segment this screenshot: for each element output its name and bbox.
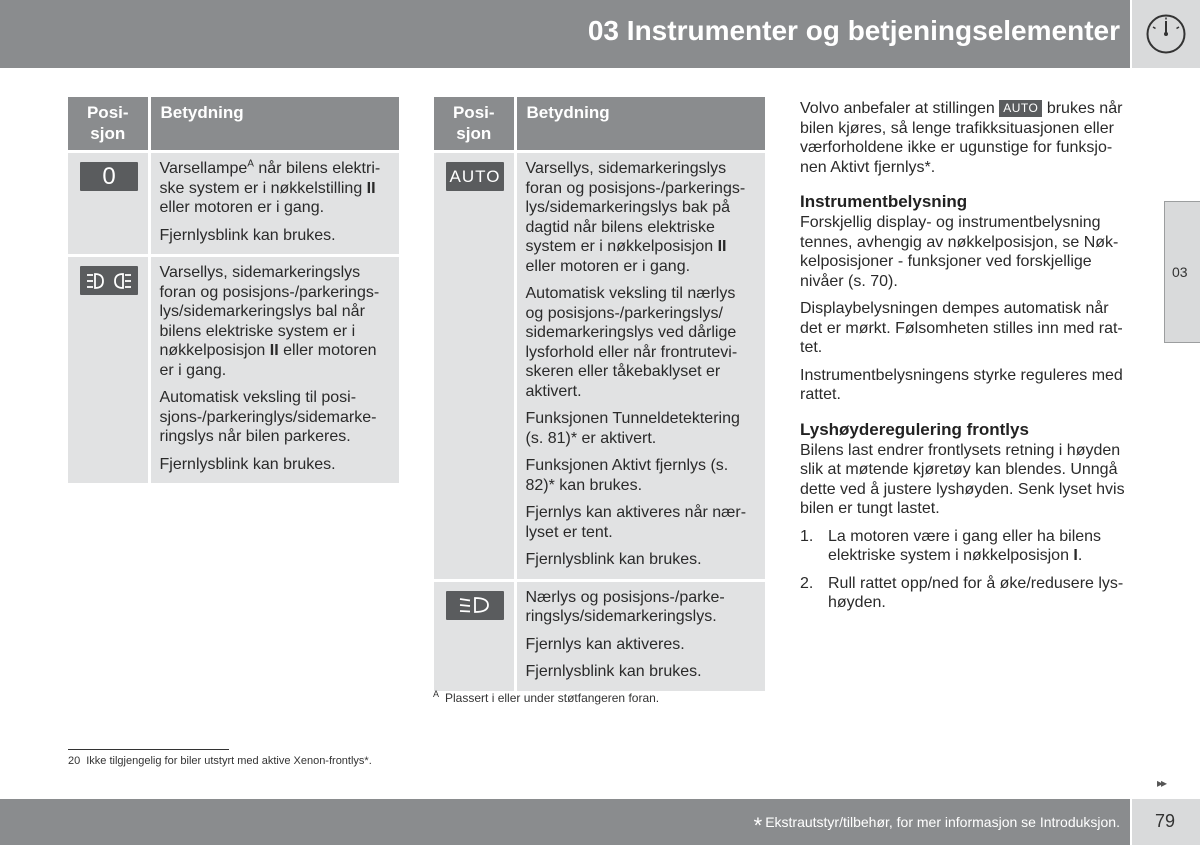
list-item: 2. Rull rattet opp/ned for å øke/redusere lys-høyden.: [800, 574, 1124, 611]
heading-headlight-leveling: Lyshøyderegulering frontlys: [800, 419, 1029, 439]
column-header-position: Posi- sjon: [434, 97, 515, 152]
column-header-position: Posi- sjon: [68, 97, 149, 152]
auto-badge: AUTO: [999, 100, 1042, 117]
next-page-arrows-icon[interactable]: ▸▸: [1157, 776, 1166, 790]
position-0-icon: 0: [80, 162, 138, 191]
intro-paragraph: Volvo anbefaler at stillingen AUTO brukes når bilen kjøres, så lenge trafikksituasjonen eller værforholdene ikke er ugunstige for funksjo-nen Aktivt fjernlys*.: [800, 100, 1123, 176]
table-row: Varsellys, sidemarkeringslys foran og posisjons-/parkerings-lys/sidemarkeringslys bal når bilens elektriske system er i nøkkelposisjon II eller motoren er i gang. Automatisk veksling til posi-sjons-/parkeringlys/sidemarke-ringslys når bilen parkeres. Fjernlysblink kan brukes.: [68, 256, 399, 484]
table-middle: [434, 97, 765, 691]
steps-list: [800, 527, 1132, 613]
chapter-title: 03 Instrumenter og betjeningselementer: [587, 15, 1120, 46]
column-header-meaning: Betydning: [149, 97, 399, 152]
footnote-rule: [68, 749, 229, 750]
page-header: [0, 0, 1130, 68]
parking-lights-icon: [80, 266, 138, 295]
table-row: 0 Varsellampe$^A$ når bilens elektri- ske system er i nøkkelstilling II eller motoren er i gang. Fjernlysblink kan brukes.: [68, 152, 399, 256]
page-number: 79: [1155, 811, 1176, 831]
chapter-icon-box: [1132, 0, 1200, 68]
table-row: AUTO Varsellys, sidemarkeringslys foran og posisjons-/parkerings-lys/sidemarkeringslys bak på dagtid når bilens elektriske system er i nøkkelposisjon II eller motoren er i gang. Automatisk veksling til nærlys og posisjons-/parkeringslys/ sidemarkeringslys ved dårlige lysforhold eller når frontrutevi-skeren eller tåkebaklyset er aktivert. Funksjonen Tunneldetektering (s. 81)* er aktivert. Funksjonen Aktivt fjernlys (s. 82)* kan brukes. Fjernlys kan aktiveres når nær-lyset er tent. Fjernlysblink kan brukes.: [434, 152, 765, 581]
page-number-box: [1132, 799, 1200, 845]
side-tab-label: 03: [1172, 264, 1188, 280]
chapter-side-tab[interactable]: [1164, 201, 1200, 343]
table-row: Nærlys og posisjons-/parke-ringslys/sidemarkeringslys. Fjernlys kan aktiveres. Fjernlysblink kan brukes.: [434, 580, 765, 691]
heading-instrument-lighting: Instrumentbelysning: [800, 192, 968, 211]
page-footer: [0, 799, 1130, 845]
list-item: 1. La motoren være i gang eller ha bilens elektriske system i nøkkelposisjon I.: [800, 527, 1102, 564]
auto-position-icon: AUTO: [446, 162, 504, 191]
table-footnote: $^A$ Plassert i eller under støtfangeren foran.: [433, 689, 660, 705]
gauge-icon: [1145, 13, 1187, 55]
column-header-meaning: Betydning: [515, 97, 765, 152]
footnote-20: 20 Ikke tilgjengelig for biler utstyrt med aktive Xenon-frontlys*.: [68, 755, 372, 767]
low-beam-icon: [446, 591, 504, 620]
table-left: [68, 97, 399, 483]
footer-note: * Ekstrautstyr/tilbehør, for mer informasjon se Introduksjon.: [753, 813, 1120, 838]
right-column: Volvo anbefaler at stillingen AUTO brukes når bilen kjøres, så lenge trafikksituasjonen eller værforholdene ikke er ugunstige for funksjo-nen Aktivt fjernlys*. Instrumentbelysning Forskjellig display- og instrumentbelysning tennes, avhengig av nøkkelposisjon, se Nøk-kelposisjoner - funksjoner ved forskjellige nivåer (s. 70). Displaybelysningen dempes automatisk når det er mørkt. Følsomheten stilles inn med rat-tet. Instrumentbelysningens styrke reguleres med rattet. Lyshøyderegulering frontlys Bilens last endrer frontlysets retning i høyden slik at møtende kjøretøy kan blendes. Unngå dette ved å justere lyshøyden. Senk lyset hvis bilen er tungt lastet. 1. La motoren være i gang eller ha bilens elektriske system i nøkkelposisjon I. 2. Rull rattet opp/ned for å øke/redusere lys-høyden.: [800, 99, 1132, 621]
